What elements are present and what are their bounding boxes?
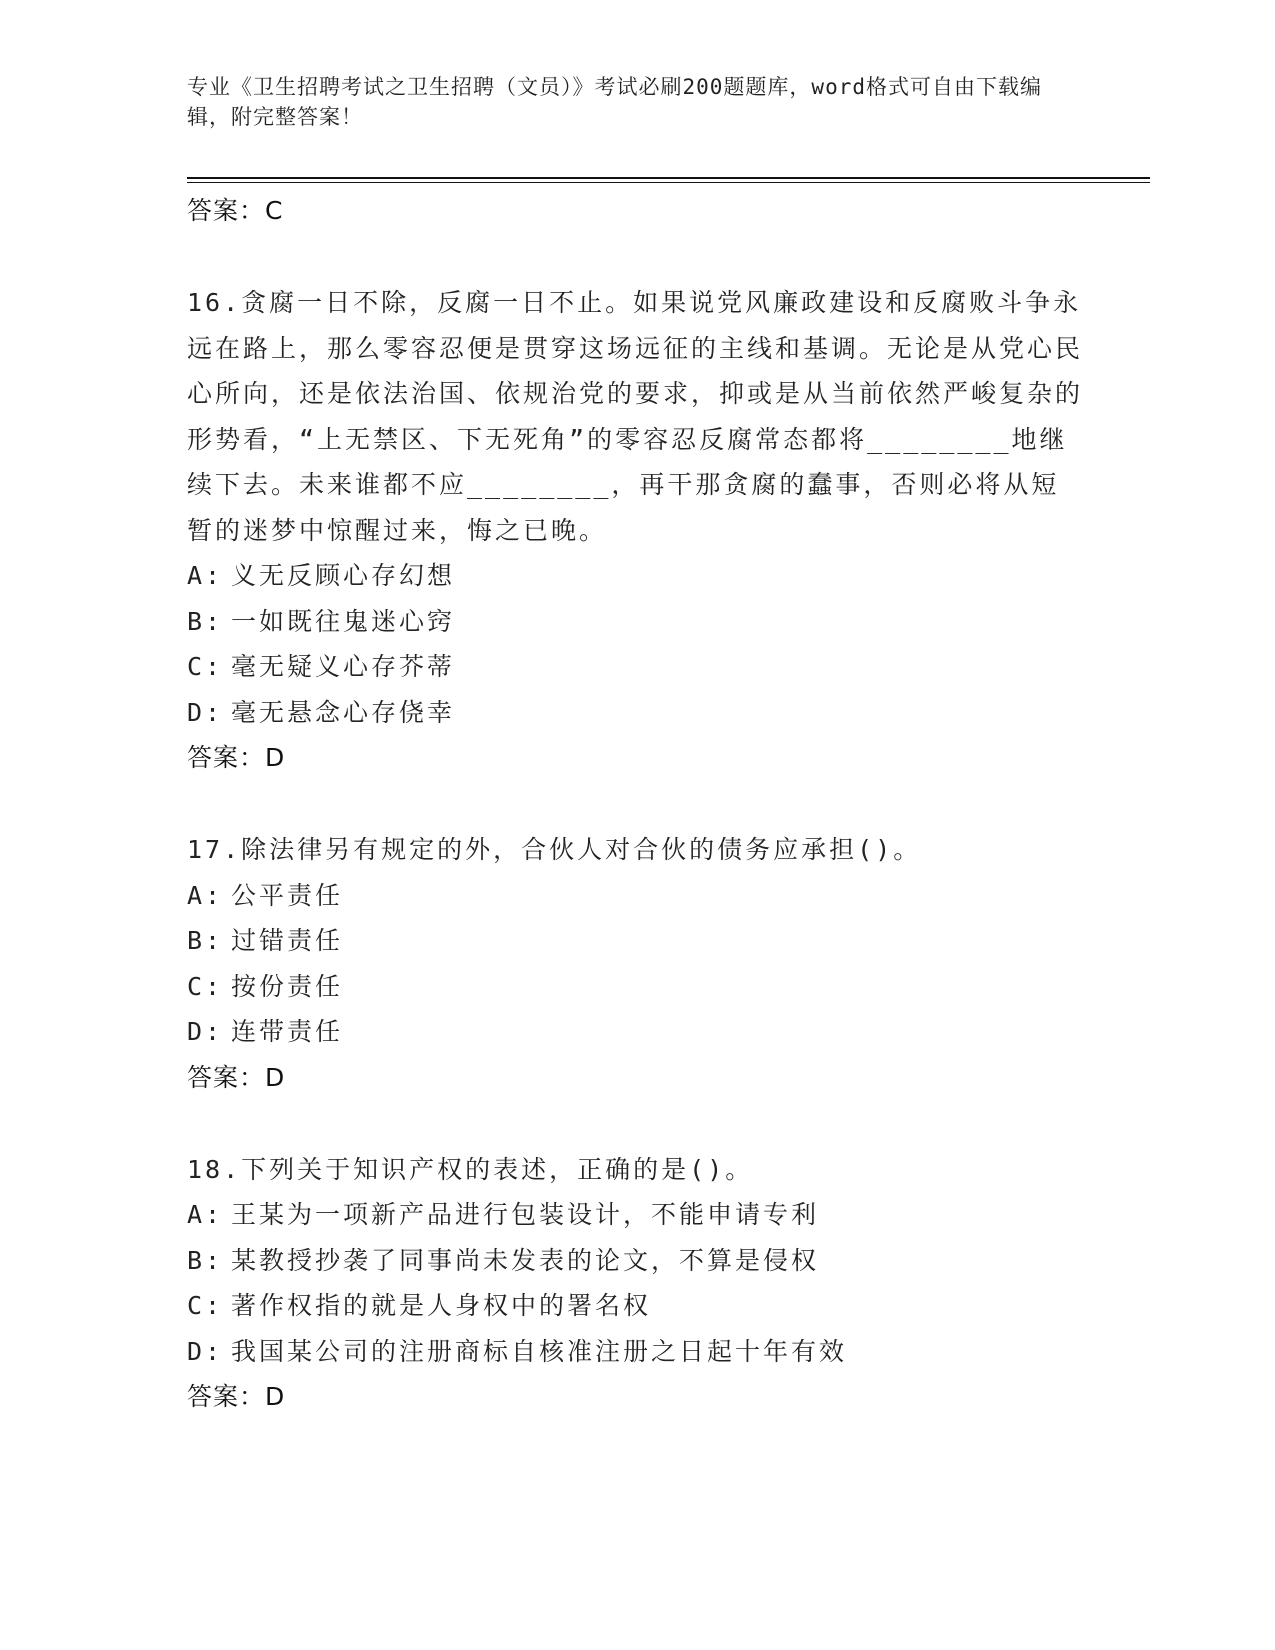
option-b [187, 918, 1087, 964]
option-text: 王某为一项新产品进行包装设计，不能申请专利 [231, 1200, 820, 1229]
option-letter: C: [187, 971, 224, 1001]
answer-label: 答案： [187, 196, 266, 225]
question-text: 17.除法律另有规定的外，合伙人对合伙的债务应承担()。 [187, 835, 922, 864]
answer-label: 答案： [187, 1382, 266, 1411]
answer-value: D [265, 743, 286, 772]
option-a [187, 873, 1087, 919]
answer-value: D [265, 1062, 286, 1092]
document-header: 专业《卫生招聘考试之卫生招聘（文员）》考试必刷200题题库，word格式可自由下载编辑，附完整答案！ [187, 75, 1042, 129]
spacer [187, 781, 1087, 827]
option-d [187, 1329, 1087, 1375]
option-letter: A: [187, 561, 224, 590]
option-b [187, 599, 1087, 645]
option-text: 一如既往鬼迷心窍 [231, 606, 456, 636]
answer-value: D [265, 1382, 286, 1411]
option-text: 按份责任 [231, 971, 344, 1001]
question-text: 18.下列关于知识产权的表述，正确的是()。 [187, 1154, 754, 1184]
header-divider-thin [187, 182, 1150, 183]
option-c [187, 644, 1087, 690]
answer-value: C [265, 196, 284, 225]
option-c [187, 1283, 1087, 1329]
answer-line [187, 188, 1087, 234]
option-letter: D: [187, 1336, 224, 1366]
option-d [187, 690, 1087, 736]
option-text: 公平责任 [231, 880, 344, 910]
option-a [187, 553, 1087, 599]
option-letter: B: [187, 926, 224, 955]
option-text: 著作权指的就是人身权中的署名权 [231, 1291, 652, 1320]
answer-label: 答案： [187, 743, 266, 772]
answer-label: 答案： [187, 1062, 266, 1092]
option-text: 义无反顾心存幻想 [231, 561, 456, 590]
option-text: 某教授抄袭了同事尚未发表的论文，不算是侵权 [231, 1245, 820, 1275]
option-letter: A: [187, 1200, 224, 1229]
option-c [187, 964, 1087, 1010]
option-b [187, 1238, 1087, 1284]
option-text: 毫无疑义心存芥蒂 [231, 652, 456, 681]
spacer [187, 1101, 1087, 1147]
option-text: 过错责任 [231, 926, 344, 955]
header-divider-thick [187, 177, 1150, 179]
question-block-16 [187, 280, 1087, 781]
option-letter: B: [187, 606, 224, 636]
option-text: 连带责任 [231, 1017, 344, 1046]
option-letter: A: [187, 880, 224, 910]
question-block-17 [187, 827, 1087, 1101]
option-d [187, 1009, 1087, 1055]
answer-line [187, 1374, 1087, 1420]
option-a [187, 1192, 1087, 1238]
option-text: 我国某公司的注册商标自核准注册之日起十年有效 [231, 1336, 848, 1366]
question-block-18 [187, 1147, 1087, 1421]
option-letter: C: [187, 652, 224, 681]
document-body [187, 188, 1087, 1420]
answer-line [187, 735, 1087, 781]
answer-line [187, 1055, 1087, 1101]
spacer [187, 234, 1087, 280]
option-letter: B: [187, 1245, 224, 1275]
option-letter: C: [187, 1291, 224, 1320]
option-text: 毫无悬念心存侥幸 [231, 697, 456, 727]
option-letter: D: [187, 697, 224, 727]
question-text: 16.贪腐一日不除，反腐一日不止。如果说党风廉政建设和反腐败斗争永远在路上，那么零容忍便是贯穿这场远征的主线和基调。无论是从党心民心所向，还是依法治国、依规治党的要求，抑或是从当前依然严峻复杂的形势看，“上无禁区、下无死角”的零容忍反腐常态都将________地继续下去。未来谁都不应________，再干那贪腐的蠢事，否则必将从短暂的迷梦中惊醒过来，悔之已晚。 [187, 288, 1084, 545]
option-letter: D: [187, 1017, 224, 1046]
